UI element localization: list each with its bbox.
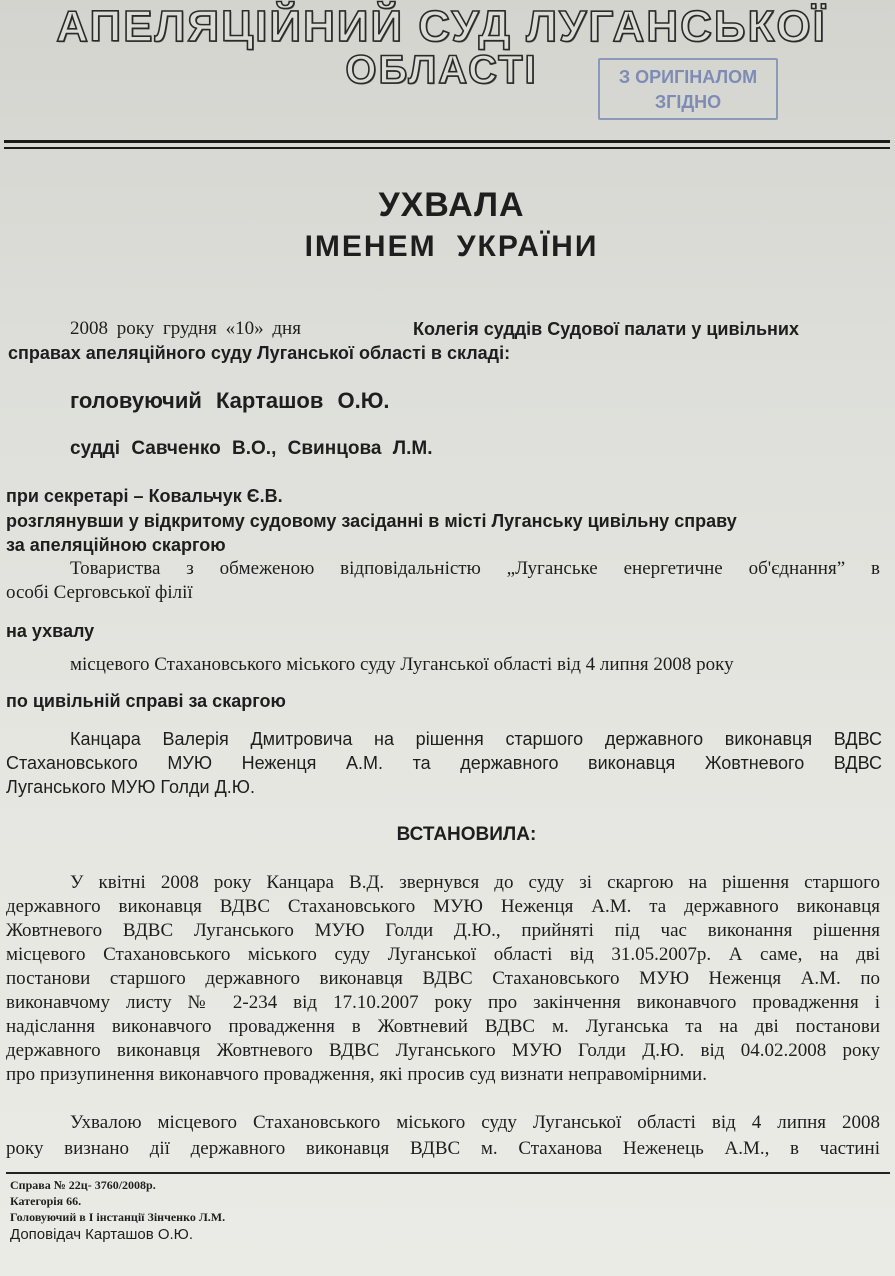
p1-line: Жовтневого ВДВС Луганського МУЮ Голди Д.Ю., прийняті під час виконання рішення <box>6 920 880 941</box>
certification-stamp <box>598 58 778 120</box>
footer-reporter: Доповідач Карташов О.Ю. <box>10 1226 193 1243</box>
stamp-line1: З ОРИГІНАЛОМ <box>618 67 758 87</box>
p1-line: державного виконавця ВДВС Стахановського МУЮ Неженця А.М. та державного виконавця <box>6 896 880 917</box>
complaint-line-3: Луганського МУЮ Голди Д.Ю. <box>6 777 255 797</box>
court-name-line1: АПЕЛЯЦІЙНИЙ СУД ЛУГАНСЬКОЇ <box>56 2 827 51</box>
p1-line: про призупинення виконавчого провадження, які просив суд визнати неправомірними. <box>6 1064 707 1085</box>
collegium-line-1: Колегія суддів Судової палати у цивільних <box>413 319 799 339</box>
secretary: при секретарі – Ковальчук Є.В. <box>6 486 283 506</box>
ruling-label: на ухвалу <box>6 621 95 641</box>
appeal-label: за апеляційною скаргою <box>6 535 226 555</box>
complaint-line-1: Канцара Валерія Дмитровича на рішення старшого державного виконавця ВДВС <box>70 729 882 749</box>
date-line: 2008 року грудня «10» дня <box>70 318 301 339</box>
appellant-line-2: особі Серговської філії <box>6 582 193 603</box>
header-rule-thick <box>4 140 890 143</box>
footer-first-instance-judge: Головуючий в I інстанції Зінченко Л.М. <box>10 1210 226 1224</box>
p1-line: У квітні 2008 року Канцара В.Д. звернувся до суду зі скаргою на рішення старшого <box>70 872 880 893</box>
considered-line: розглянувши у відкритому судовому засіданні в місті Луганську цивільну справу <box>6 511 737 531</box>
p1-line: виконавчому листу № 2-234 від 17.10.2007 року про закінчення виконавчого провадження і <box>6 992 880 1013</box>
appellant-line-1: Товариства з обмеженою відповідальністю „Луганське енергетичне об'єднання” в <box>70 558 880 579</box>
stamp-line2: ЗГІДНО <box>654 92 722 112</box>
p1-line: місцевого Стахановського міського суду Луганської області від 31.05.2007р. А саме, на дві <box>6 944 880 965</box>
judges: судді Савченко В.О., Свинцова Л.М. <box>70 438 433 459</box>
collegium-line-2: справах апеляційного суду Луганської області в складі: <box>8 343 511 363</box>
complaint-line-2: Стахановського МУЮ Неженця А.М. та державного виконавця Жовтневого ВДВС <box>6 753 882 773</box>
case-label: по цивільній справі за скаргою <box>6 691 286 711</box>
presiding-judge: головуючий Карташов О.Ю. <box>70 388 390 413</box>
p1-line: державного виконавця Жовтневого ВДВС Луганського МУЮ Голди Д.Ю. від 04.02.2008 року <box>6 1040 880 1061</box>
document-subtitle: ІМЕНЕМ УКРАЇНИ <box>304 230 599 263</box>
established-heading: ВСТАНОВИЛА: <box>396 824 537 845</box>
footer-case-number: Справа № 22ц- 3760/2008р. <box>10 1178 156 1192</box>
court-name-line2: ОБЛАСТІ <box>345 48 538 92</box>
p2-line: року визнано дії державного виконавця ВДВС м. Стаханова Неженець А.М., в частині <box>6 1138 880 1159</box>
footer-rule <box>6 1172 890 1174</box>
document-type-title: УХВАЛА <box>378 186 525 224</box>
ruling-text: місцевого Стахановського міського суду Луганської області від 4 липня 2008 року <box>70 654 734 675</box>
footer-category: Категорія 66. <box>10 1194 82 1208</box>
p1-line: постанови старшого державного виконавця ВДВС Стахановського МУЮ Неженця А.М. по <box>6 968 880 989</box>
p1-line: надіслання виконавчого провадження в Жовтневий ВДВС м. Луганська та на дві постанови <box>6 1016 880 1037</box>
p2-line: Ухвалою місцевого Стахановського міського суду Луганської області від 4 липня 2008 <box>70 1112 880 1133</box>
header-rule-thin <box>4 147 890 149</box>
